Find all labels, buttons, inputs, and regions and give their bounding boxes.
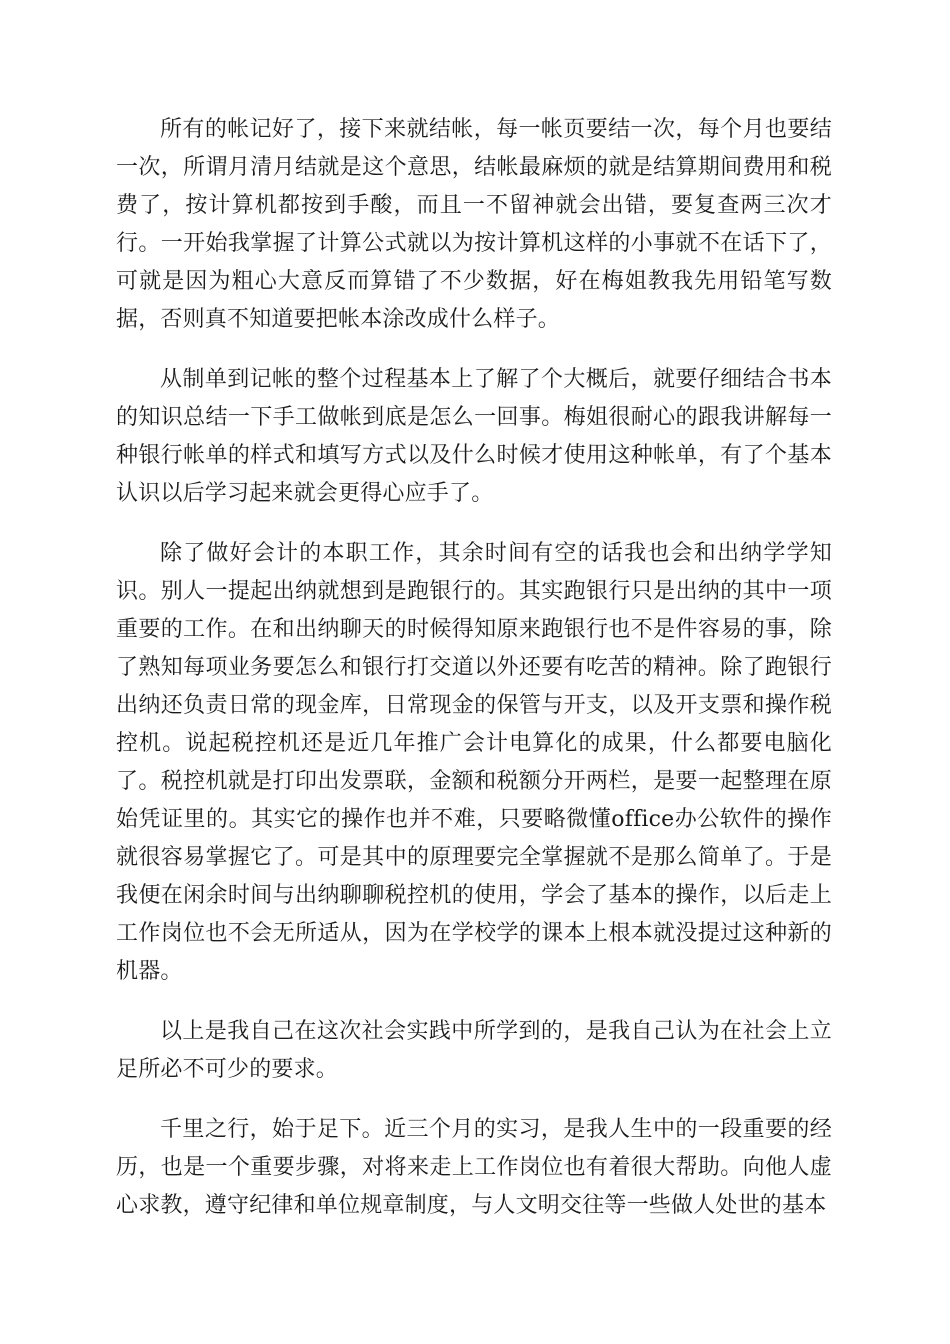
paragraph-cashier-work: 除了做好会计的本职工作，其余时间有空的话我也会和出纳学学知识。别人一提起出纳就想到是跑银行的。其实跑银行只是出纳的其中一项重要的工作。在和出纳聊天的时候得知原来跑银行也不是件容易的事，除了熟知每项业务要怎么和银行打交道以外还要有吃苦的精神。除了跑银行出纳还负责日常的现金库，日常现金的保管与开支，以及开支票和操作税控机。说起税控机还是近几年推广会计电算化的成果，什么都要电脑化了。税控机就是打印出发票联，金额和税额分开两栏，是要一起整理在原始凭证里的。其实它的操作也并不难，只要略微懂office办公软件的操作就很容易掌握它了。可是其中的原理要完全掌握就不是那么简单了。于是我便在闲余时间与出纳聊聊税控机的使用，学会了基本的操作，以后走上工作岗位也不会无所适从，因为在学校学的课本上根本就没提过这种新的机器。	[116, 541, 832, 984]
paragraph-reflection: 千里之行，始于足下。近三个月的实习，是我人生中的一段重要的经历，也是一个重要步骤，对将来走上工作岗位也有着很大帮助。向他人虚心求教，遵守纪律和单位规章制度，与人文明交往等一些做人处世的基本	[116, 1117, 832, 1218]
paragraph-summary: 以上是我自己在这次社会实践中所学到的，是我自己认为在社会上立足所必不可少的要求。	[116, 1019, 832, 1082]
paragraph-manual-bookkeeping: 从制单到记帐的整个过程基本上了解了个大概后，就要仔细结合书本的知识总结一下手工做帐到底是怎么一回事。梅姐很耐心的跟我讲解每一种银行帐单的样式和填写方式以及什么时候才使用这种帐单，有了个基本认识以后学习起来就会更得心应手了。	[116, 367, 832, 506]
document-body	[116, 111, 832, 1247]
paragraph-closing-accounts: 所有的帐记好了，接下来就结帐，每一帐页要结一次，每个月也要结一次，所谓月清月结就是这个意思，结帐最麻烦的就是结算期间费用和税费了，按计算机都按到手酸，而且一不留神就会出错，要复查两三次才行。一开始我掌握了计算公式就以为按计算机这样的小事就不在话下了，可就是因为粗心大意反而算错了不少数据，好在梅姐教我先用铅笔写数据，否则真不知道要把帐本涂改成什么样子。	[116, 117, 832, 332]
